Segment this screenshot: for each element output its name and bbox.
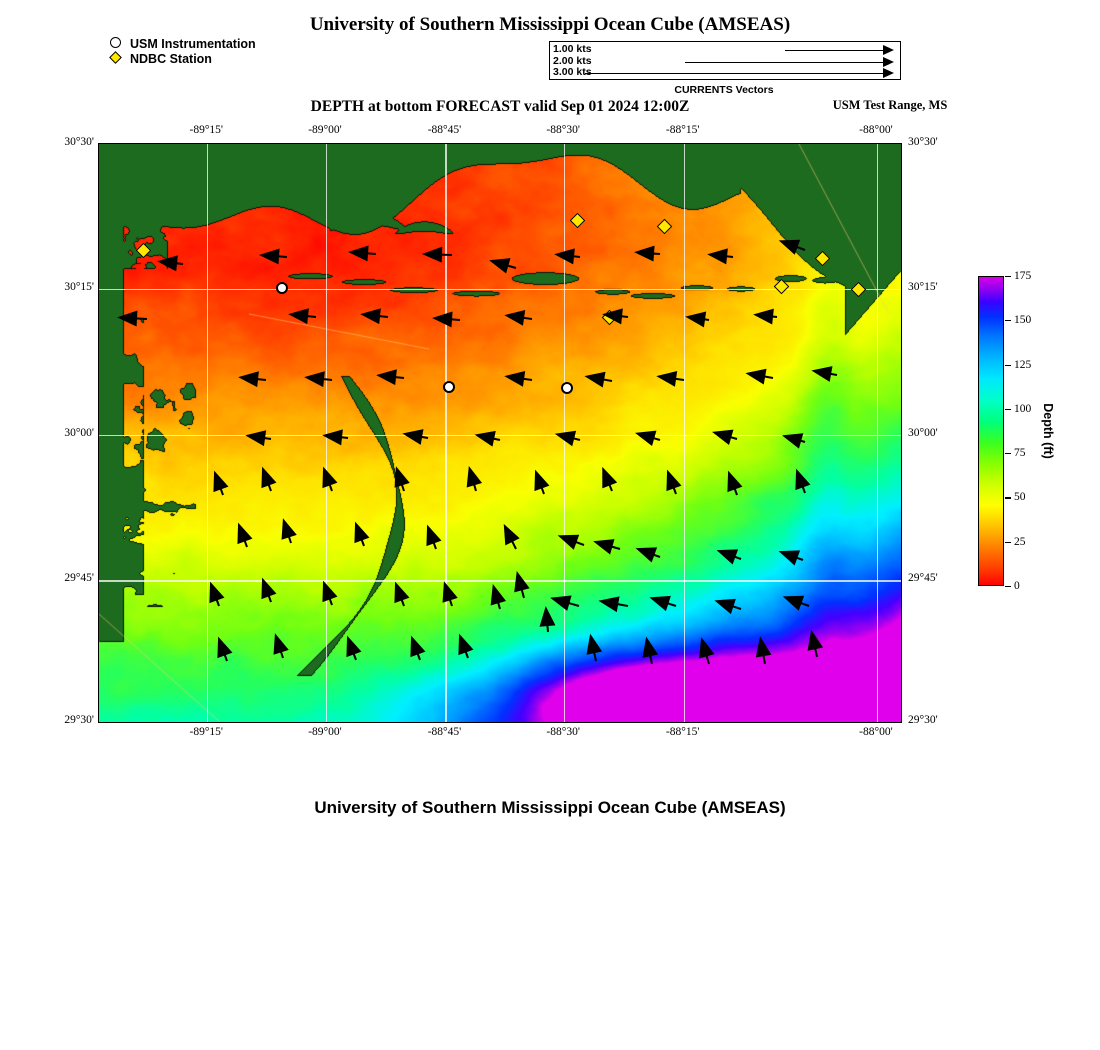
lat-tick-label: 29°45' — [64, 572, 94, 585]
ndbc-station-1[interactable] — [138, 245, 149, 256]
vector-key-row-3 — [550, 67, 900, 79]
map-legend — [108, 36, 256, 66]
colorbar-tick-label: 50 — [1014, 491, 1026, 504]
diamond-marker-icon — [815, 251, 831, 267]
lon-tick-label: -89°00' — [308, 124, 342, 136]
current-vector-arrow — [259, 247, 288, 265]
colorbar-tick-label: 0 — [1014, 580, 1020, 592]
lat-tick-label: 30°15' — [64, 281, 94, 294]
circle-marker-icon — [443, 381, 455, 393]
lon-tick-label: -88°00' — [859, 124, 893, 136]
vector-key-row-1 — [550, 44, 900, 56]
gridline-lon-4 — [684, 144, 685, 722]
lat-tick-label: 30°30' — [908, 136, 938, 148]
usm-station-2[interactable] — [443, 381, 455, 393]
gridline-lon-5 — [877, 144, 878, 722]
colorbar-tickmark — [1005, 365, 1011, 366]
legend-item-ndbc — [108, 51, 256, 66]
current-vector-arrow — [538, 606, 556, 633]
lon-tick-label: -88°30' — [546, 726, 580, 738]
usm-station-1[interactable] — [276, 282, 288, 294]
colorbar-tickmark — [1005, 542, 1011, 543]
footer-title: University of Southern Mississippi Ocean Cube (AMSEAS) — [314, 798, 786, 817]
lon-tick-label: -88°30' — [546, 124, 580, 136]
current-vector-arrow — [431, 310, 460, 328]
current-vector-arrow — [422, 246, 453, 263]
legend-label-ndbc: NDBC Station — [130, 51, 212, 66]
gridline-lon-2 — [445, 144, 446, 722]
current-vector-arrow — [602, 307, 630, 326]
current-vector-arrow — [287, 307, 317, 326]
page-title: University of Southern Mississippi Ocean Cube (AMSEAS) — [309, 14, 791, 35]
colorbar-tickmark — [1005, 453, 1011, 454]
bathymetry-map[interactable] — [98, 143, 902, 723]
lon-tick-label: -89°00' — [308, 726, 342, 738]
current-vector-arrow — [245, 427, 273, 446]
colorbar-tick-label: 150 — [1014, 314, 1032, 327]
colorbar-tick-label: 75 — [1014, 447, 1026, 460]
lat-tick-label: 30°15' — [908, 281, 938, 294]
current-vector-arrow — [503, 368, 533, 388]
diamond-marker-icon — [108, 51, 128, 66]
current-vector-arrow — [375, 367, 405, 386]
diamond-marker-icon — [136, 243, 152, 259]
current-vector-arrow — [157, 254, 185, 273]
vector-key-label-1: 1.00 kts — [553, 43, 592, 55]
colorbar-tick-label: 25 — [1014, 535, 1026, 548]
vector-key-label-2: 2.00 kts — [553, 55, 592, 67]
current-vector-arrow — [706, 246, 734, 265]
current-vector-arrow — [303, 369, 333, 388]
lat-tick-label: 30°30' — [64, 136, 94, 148]
usm-station-3[interactable] — [561, 382, 573, 394]
current-vector-arrow — [359, 307, 389, 326]
colorbar-tickmark — [1005, 276, 1011, 277]
ndbc-station-5[interactable] — [776, 281, 787, 292]
current-vector-arrow — [634, 244, 661, 262]
current-vector-arrow — [321, 427, 349, 446]
lat-tick-label: 29°30' — [908, 714, 938, 726]
vector-key-label-3: 3.00 kts — [553, 66, 592, 78]
colorbar-tickmark — [1005, 409, 1011, 410]
lon-tick-label: -88°00' — [859, 726, 893, 738]
lat-tick-label: 30°00' — [908, 426, 938, 439]
current-vector-arrow — [347, 244, 376, 262]
current-vector-arrow — [752, 307, 778, 325]
ndbc-station-4[interactable] — [817, 253, 828, 264]
colorbar-tick-label: 100 — [1014, 402, 1032, 415]
lat-tick-label: 29°45' — [908, 572, 938, 585]
colorbar-title: Depth (ft) — [1041, 403, 1055, 459]
colorbar-tick-label: 125 — [1014, 358, 1032, 371]
colorbar-tickmark — [1005, 586, 1011, 587]
colorbar-tickmark — [1005, 320, 1011, 321]
current-vector-arrow — [237, 369, 267, 388]
test-range-label: USM Test Range, MS — [832, 98, 948, 112]
ndbc-station-6[interactable] — [853, 284, 864, 295]
gridline-lon-0 — [207, 144, 208, 722]
colorbar-tickmark — [1005, 497, 1011, 498]
lon-tick-label: -88°45' — [427, 124, 462, 136]
current-vector-arrow — [656, 368, 686, 388]
legend-item-usm — [108, 36, 256, 51]
vector-key-caption: CURRENTS Vectors — [674, 84, 774, 96]
diamond-marker-icon — [657, 219, 673, 235]
current-vector-key — [549, 41, 901, 80]
current-vector-arrow — [503, 307, 533, 327]
lon-tick-label: -88°15' — [665, 726, 700, 738]
lat-tick-label: 29°30' — [64, 714, 94, 726]
diamond-marker-icon — [851, 282, 867, 298]
map-subtitle: DEPTH at bottom FORECAST valid Sep 01 2024 12:00Z — [310, 98, 690, 115]
lon-tick-label: -89°15' — [189, 726, 224, 738]
legend-label-usm: USM Instrumentation — [130, 36, 256, 51]
current-vector-arrow — [553, 247, 581, 266]
ndbc-station-3[interactable] — [659, 221, 670, 232]
circle-marker-icon — [276, 282, 288, 294]
colorbar-tick-label: 175 — [1014, 270, 1032, 282]
colorbar-gradient — [978, 276, 1004, 586]
diamond-marker-icon — [774, 278, 790, 294]
lon-tick-label: -88°15' — [665, 124, 700, 136]
ndbc-station-2[interactable] — [572, 215, 583, 226]
circle-marker-icon — [561, 382, 573, 394]
circle-marker-icon — [108, 36, 128, 51]
lon-tick-label: -89°15' — [189, 124, 224, 136]
diamond-marker-icon — [570, 213, 586, 229]
lat-tick-label: 30°00' — [64, 426, 94, 439]
current-vector-arrow — [117, 309, 148, 327]
lon-tick-label: -88°45' — [427, 726, 462, 738]
